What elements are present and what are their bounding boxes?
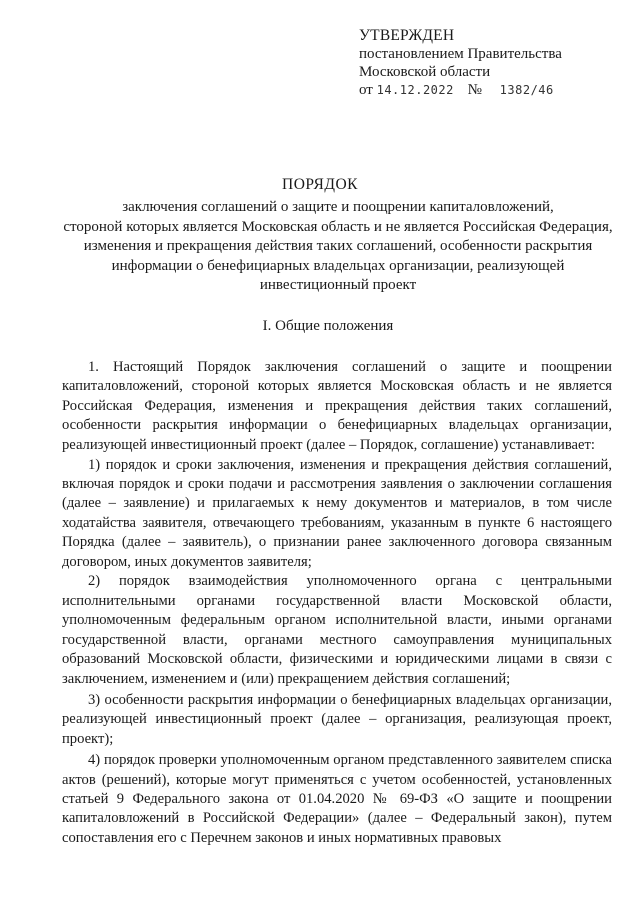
subtitle-line: стороной которых является Московская область и не является Российская Федерация, [63, 218, 613, 235]
document-title: ПОРЯДОК [282, 176, 358, 193]
approval-number: 1382/46 [499, 83, 554, 97]
document-body [62, 358, 612, 848]
approval-date: 14.12.2022 [376, 83, 454, 97]
subtitle-line: заключения соглашений о защите и поощрении капиталовложений, [122, 199, 554, 215]
subtitle-line: изменения и прекращения действия таких соглашений, особенности раскрытия [83, 238, 593, 254]
approval-line-region: Московской области [359, 64, 491, 80]
approval-date-line [359, 81, 599, 99]
paragraph-1: 1. Настоящий Порядок заключения соглашений о защите и поощрении капиталовложений, стороной которых является Московская область и не является Российская Федерация, изменения и прекращения действия таких соглашений, особенности раскрытия информации о бенефициарных владельцах организации, реализующей инвестиционный проект (далее – Порядок, соглашение) устанавливает: [62, 359, 612, 453]
section-heading: I. Общие положения [262, 318, 394, 334]
paragraph-1-1: 1) порядок и сроки заключения, изменения и прекращения действия соглашений, включая порядок и сроки подачи и рассмотрения заявления о заключении соглашения (далее – заявление) и прилагаемых к нему документов и материалов, в том числе ходатайства заявителя, отвечающего требованиям, указанным в пункте 6 настоящего Порядка (далее – заявитель), о признании ранее заключенного договора связанным договором, иных документов заявителя; [62, 456, 612, 570]
paragraph-1-2: 2) порядок взаимодействия уполномоченного органа с центральными исполнительными органами государственной власти Московской области, уполномоченным федеральным органом исполнительной власти, иными органами государственной власти, органами местного самоуправления муниципальных образований Московской области, физическими и юридическими лицами в связи с заключением, изменением и (или) прекращением действия соглашений; [62, 573, 612, 687]
approval-stamp [359, 27, 599, 99]
paragraph-1-3: 3) особенности раскрытия информации о бенефициарных владельцах организации, реализующей инвестиционный проект (далее – организация, реализующая проект, проект); [62, 691, 612, 747]
document-subtitle [58, 198, 618, 296]
approval-line-government: постановлением Правительства [359, 46, 562, 62]
subtitle-line: информации о бенефициарных владельцах организации, реализующей [111, 257, 565, 274]
subtitle-line: инвестиционный проект [259, 277, 417, 293]
approval-title: УТВЕРЖДЕН [359, 27, 455, 44]
paragraph-1-4: 4) порядок проверки уполномоченным органом представленного заявителем списка актов (решений), которые могут применяться с учетом особенностей, установленных статьей 9 Федерального закона от 01.04.2020 № 69-ФЗ «О защите и поощрении капиталовложений в Российской Федерации» (далее – Федеральный закон), путем сопоставления его с Перечнем законов и иных нормативных правовых [62, 752, 612, 846]
approval-number-sign: № [467, 82, 482, 98]
approval-date-prefix: от [359, 82, 373, 98]
